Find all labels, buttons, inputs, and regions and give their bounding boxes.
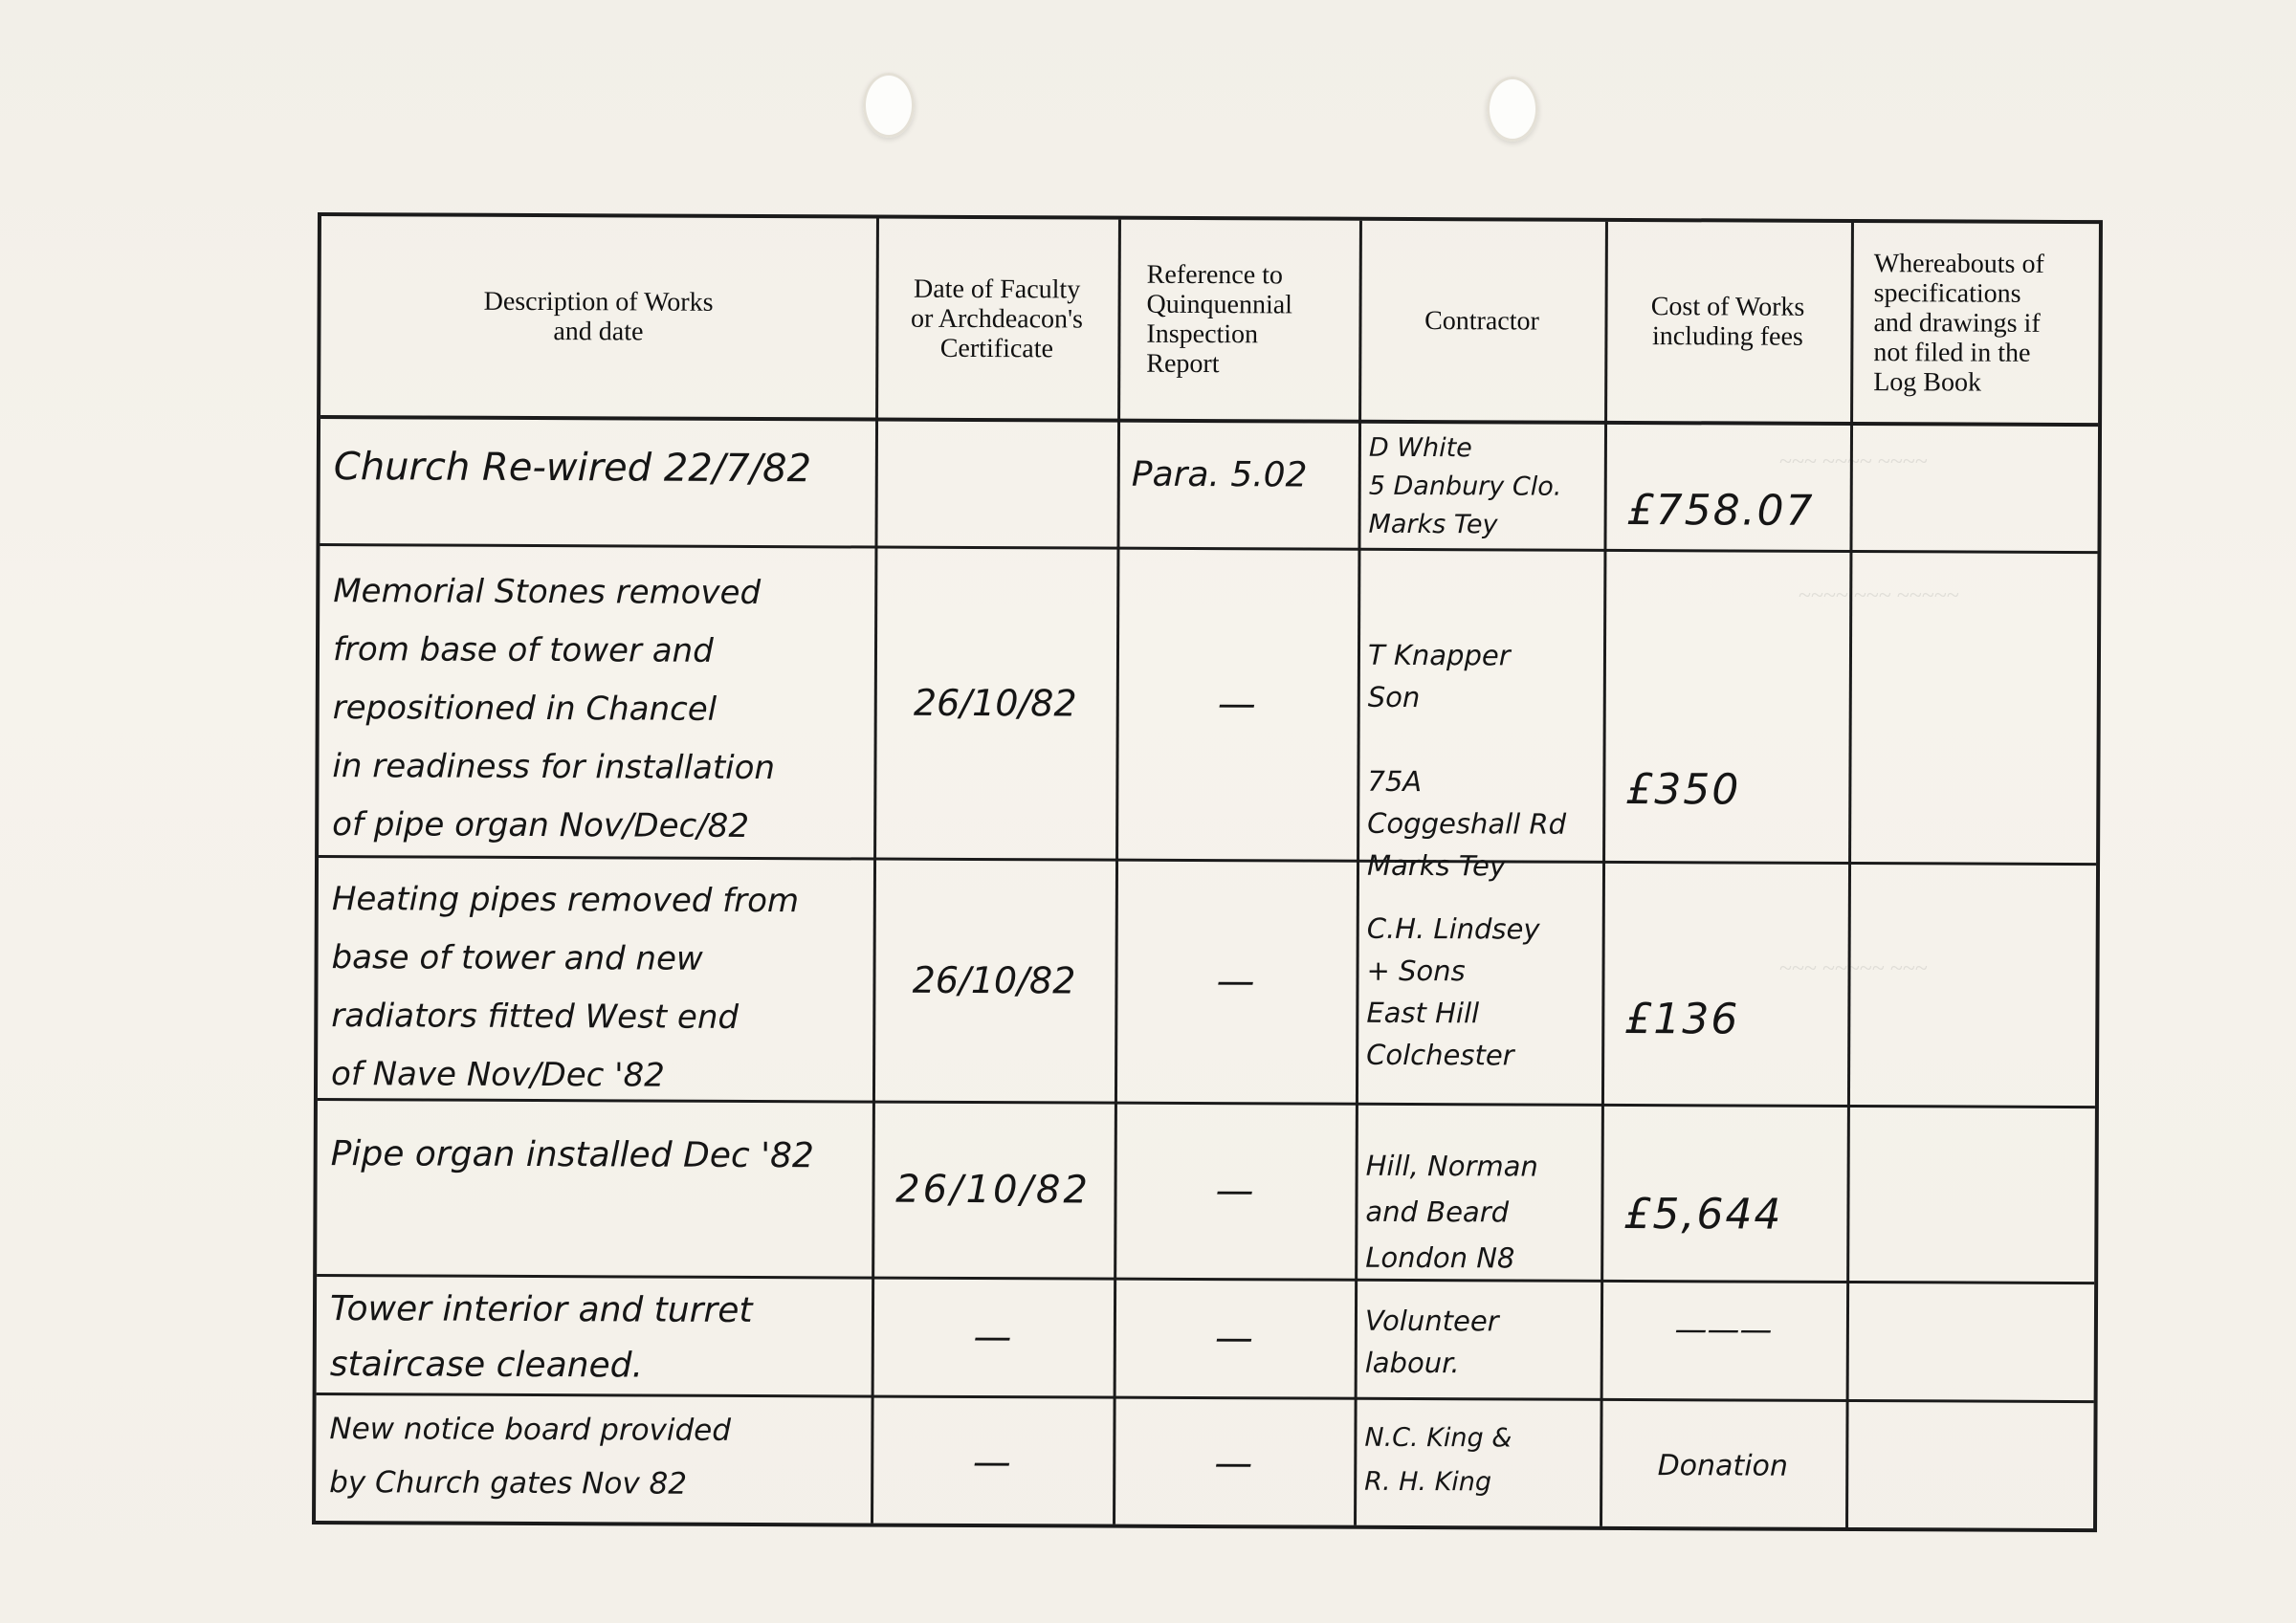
row-5-reference: — bbox=[1214, 1316, 1253, 1361]
row-1-cost: £758.07 bbox=[1626, 485, 1815, 536]
header-cost: Cost of Works including fees bbox=[1650, 292, 1805, 352]
row-4-faculty: 26/10/82 bbox=[895, 1167, 1091, 1213]
row-3-reference: — bbox=[1216, 959, 1255, 1004]
row-6-reference: — bbox=[1214, 1441, 1253, 1486]
row-2-reference: — bbox=[1217, 682, 1256, 727]
row-5-contractor: Volunteer labour. bbox=[1364, 1304, 1499, 1380]
row-1-faculty bbox=[874, 420, 1117, 547]
row-4-cost: £5,644 bbox=[1623, 1189, 1783, 1239]
show-through-text: ~~~~ ~~~ ~~~~~ bbox=[1799, 583, 1959, 608]
table-header-row bbox=[320, 216, 2099, 427]
header-whereabouts: Whereabouts of specifications and drawings if not filed in the Log Book bbox=[1873, 248, 2044, 398]
row-5-faculty: — bbox=[973, 1315, 1012, 1360]
row-2-cost: £350 bbox=[1625, 764, 1741, 815]
header-contractor: Contractor bbox=[1424, 305, 1539, 337]
row-5-cost: ——— bbox=[1674, 1310, 1773, 1349]
row-3-contractor: C.H. Lindsey + Sons East Hill Colchester bbox=[1366, 911, 1540, 1072]
row-1-description: Church Re-wired 22/7/82 bbox=[333, 445, 812, 492]
works-log-table bbox=[312, 212, 2103, 1532]
row-3-description: Heating pipes removed from base of tower and new radiators fitted West end of Nave Nov/Dec '82 bbox=[330, 880, 800, 1095]
row-6-description: New notice board provided by Church gates Nov 82 bbox=[329, 1412, 732, 1502]
row-6-contractor: N.C. King & R. H. King bbox=[1364, 1422, 1512, 1498]
header-quinquennial-reference: Reference to Quinquennial Inspection Report bbox=[1146, 259, 1293, 380]
row-2-faculty: 26/10/82 bbox=[913, 681, 1077, 725]
row-4-description: Pipe organ installed Dec '82 bbox=[330, 1134, 814, 1176]
row-1-contractor: D White 5 Danbury Clo. Marks Tey bbox=[1368, 432, 1562, 540]
row-1-reference: Para. 5.02 bbox=[1131, 454, 1308, 495]
header-faculty-date: Date of Faculty or Archdeacon's Certificate bbox=[910, 274, 1084, 363]
row-3-faculty: 26/10/82 bbox=[912, 958, 1076, 1002]
row-5-description: Tower interior and turret staircase cleaned. bbox=[329, 1289, 753, 1386]
row-6-cost: Donation bbox=[1657, 1448, 1789, 1483]
row-4-contractor: Hill, Norman and Beard London N8 bbox=[1365, 1149, 1538, 1275]
row-6-faculty: — bbox=[972, 1440, 1011, 1485]
show-through-text: ~~~ ~~~~~ ~~~ bbox=[1779, 956, 1928, 981]
row-4-reference: — bbox=[1215, 1169, 1254, 1214]
header-description: Description of Works and date bbox=[483, 286, 714, 347]
row-2-contractor: T Knapper Son 75A Coggeshall Rd Marks Tey bbox=[1366, 638, 1567, 883]
punch-hole-left bbox=[863, 73, 915, 138]
row-3-cost: £136 bbox=[1624, 994, 1740, 1044]
show-through-text: ~~~ ~~~~ ~~~~ bbox=[1779, 450, 1928, 474]
row-2-description: Memorial Stones removed from base of tower and repositioned in Chancel in readiness for installation of pipe organ Nov/Dec/82 bbox=[332, 572, 776, 845]
punch-hole-right bbox=[1487, 77, 1538, 142]
